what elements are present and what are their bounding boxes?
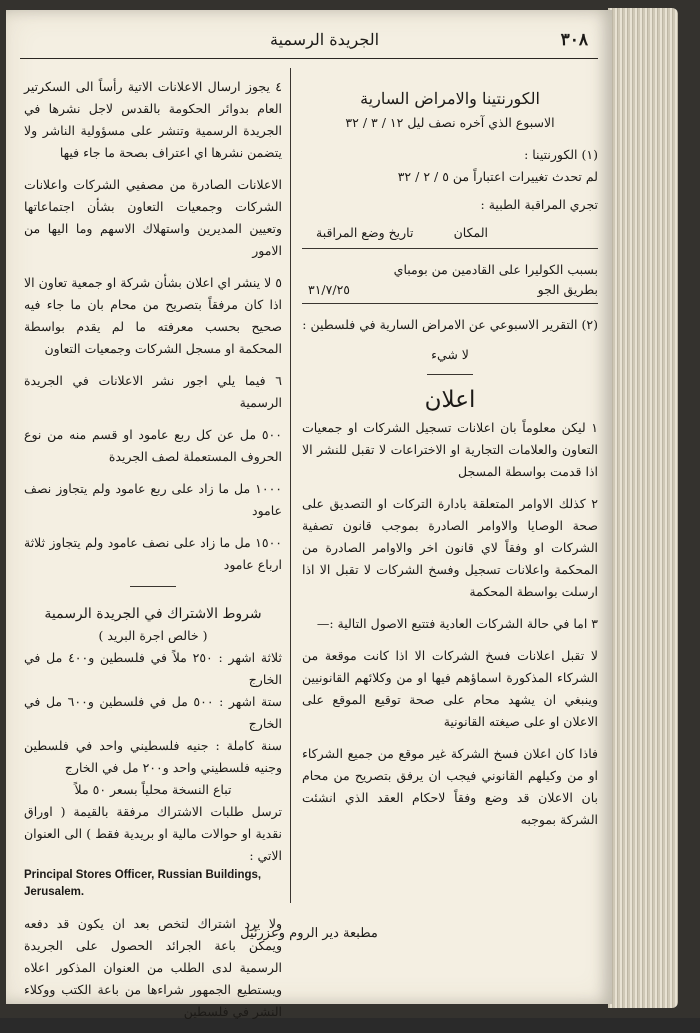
row-date: ٣١/٧/٢٥ bbox=[308, 282, 350, 297]
rate-line-2: ١٠٠٠ مل ما زاد على ربع عامود ولم يتجاوز نصف عامود bbox=[24, 481, 282, 518]
quarantine-item1-text: لم تحدث تغييرات اعتباراً من ٥ / ٢ / ٣٢ bbox=[397, 169, 598, 184]
row-route: بطريق الجو bbox=[537, 282, 598, 297]
copy-price: تباع النسخة محلياً بسعر ٥٠ ملاً bbox=[74, 782, 232, 797]
document-page bbox=[6, 10, 612, 1019]
column-divider bbox=[290, 68, 291, 903]
printer-footer: مطبعة دير الروم وعزرئيل bbox=[240, 926, 378, 941]
quarantine-subtitle: الاسبوع الذي آخره نصف ليل ١٢ / ٣ / ٣٢ bbox=[345, 115, 555, 130]
notice-title: اعلان bbox=[424, 387, 476, 413]
section-divider bbox=[130, 586, 176, 587]
medical-watch-label: تجري المراقبة الطبية : bbox=[480, 197, 598, 212]
right-column bbox=[302, 80, 598, 841]
rate-line-1: ٥٠٠ مل عن كل ربع عامود او قسم منه من نوع الحروف المستعملة لصف الجريدة bbox=[24, 427, 282, 464]
notice-paragraph-5: ٥ لا ينشر اي اعلان بشأن شركة او جمعية تعاون الا اذا كان مرفقاً بتصريح من محام بان ما جاء فيه صحيح بحسب معرفته ما لم يقدم بواسطة المحكمة او مسجل الشركات وجمعيات التعاون bbox=[24, 275, 282, 356]
address-english: Principal Stores Officer, Russian Buildings, Jerusalem. bbox=[24, 869, 262, 898]
send-requests: ترسل طلبات الاشتراك مرفقة بالقيمة ( اوراق نقدية او حوالات مالية او بريدية فقط ) الى العنوان الاتي : bbox=[24, 804, 282, 863]
page-number: ٣٠٨ bbox=[560, 30, 588, 50]
book-page-edges bbox=[608, 8, 678, 1008]
left-column bbox=[24, 76, 282, 1033]
notice-paragraph-6: ٦ فيما يلي اجور نشر الاعلانات في الجريدة الرسمية bbox=[24, 373, 282, 410]
notice-paragraph-2: ٢ كذلك الاوامر المتعلقة بادارة التركات او التصديق على صحة الوصايا والاوامر الصادرة بموجب قانون تصفية الشركات او وفقاً لاي قانون اخر والاوامر الصادرة من المحكمة واعلانات تسجيل وفسخ الشركات لا تقبل الا اذا ارسلت بواسطة المحكمة bbox=[302, 496, 598, 599]
quarantine-item2-title: (٢) التقرير الاسبوعي عن الامراض السارية في فلسطين : bbox=[302, 317, 598, 332]
quarantine-item1-title: (١) الكورنتينا : bbox=[524, 147, 598, 162]
closing-paragraph: ولا يرد اشتراك لتخص بعد ان يكون قد دفعه ويمكن باعة الجرائد الحصول على الجريدة الرسمية لدى الطلب من العنوان المذكور اعلاه ويستطيع الجمهور شراءها من باعة الكتب ووكلاء النشر في فلسطين bbox=[24, 916, 282, 1019]
quarantine-item2-text: لا شيء bbox=[431, 347, 469, 362]
table-row bbox=[302, 259, 598, 304]
subscription-subtitle: ( خالص اجرة البريد ) bbox=[98, 628, 208, 643]
table-header-place: المكان bbox=[453, 225, 488, 240]
rate-line-3: ١٥٠٠ مل ما زاد على نصف عامود ولم يتجاوز ثلاثة ارباع عامود bbox=[24, 535, 282, 572]
notice-paragraph-3b: فاذا كان اعلان فسخ الشركة غير موقع من جميع الشركاء او من وكيلهم القانوني فيجب ان يرفق بتصريح من محام بان الاعلان قد وضع وفقاً لاحكام العقد الذي انشئت الشركة بموجبه bbox=[302, 746, 598, 827]
section-divider bbox=[427, 374, 473, 375]
subscription-rate-3: سنة كاملة : جنيه فلسطيني واحد في فلسطين وجنيه فلسطيني واحد و٢٠٠ مل في الخارج bbox=[24, 738, 282, 775]
watch-table-header bbox=[302, 222, 598, 249]
notice-paragraph-4: ٤ يجوز ارسال الاعلانات الاتية رأساً الى السكرتير العام بدوائر الحكومة بالقدس لاجل نشرها في الجريدة الرسمية وتنشر على مسؤولية الناشر ولا يتضمن نشرها اي اعتراف بصحة ما جاء فيها bbox=[24, 79, 282, 160]
quarantine-title: الكورنتينا والامراض السارية bbox=[360, 89, 540, 108]
notice-paragraph-1: ١ ليكن معلوماً بان اعلانات تسجيل الشركات او جمعيات التعاون والعلامات التجارية او الاختراعات لا تقبل للنشر الا اذا قدمت بواسطة المسجل bbox=[302, 420, 598, 479]
running-title: الجريدة الرسمية bbox=[270, 30, 380, 49]
subscription-title: شروط الاشتراك في الجريدة الرسمية bbox=[44, 606, 262, 622]
subscription-rate-2: ستة اشهر : ٥٠٠ مل في فلسطين و٦٠٠ مل في الخارج bbox=[24, 694, 282, 731]
notice-paragraph-3: ٣ اما في حالة الشركات العادية فتتبع الاصول التالية :— bbox=[316, 616, 598, 631]
notice-paragraph-3a: لا تقبل اعلانات فسخ الشركات الا اذا كانت موقعة من الشركاء المذكورة اسماؤهم فيها او من وكلائهم القانونيين وينبغي ان يشهد محام على صحة توقيع الموقع على الاعلان او على صيغته القانونية bbox=[302, 648, 598, 729]
notice-paragraph-4b: الاعلانات الصادرة من مصفيي الشركات واعلانات الشركات وجمعيات التعاون بشأن اجتماعاتها وتعيين المديرين واستهلاك الاسهم وما اليها من الامور bbox=[24, 177, 282, 258]
subscription-rate-1: ثلاثة اشهر : ٢٥٠ ملاً في فلسطين و٤٠٠ مل في الخارج bbox=[24, 650, 282, 687]
row-reason: بسبب الكوليرا على القادمين من بومباي bbox=[393, 262, 598, 277]
table-header-date: تاريخ وضع المراقبة bbox=[316, 225, 414, 240]
page-header bbox=[20, 30, 598, 59]
